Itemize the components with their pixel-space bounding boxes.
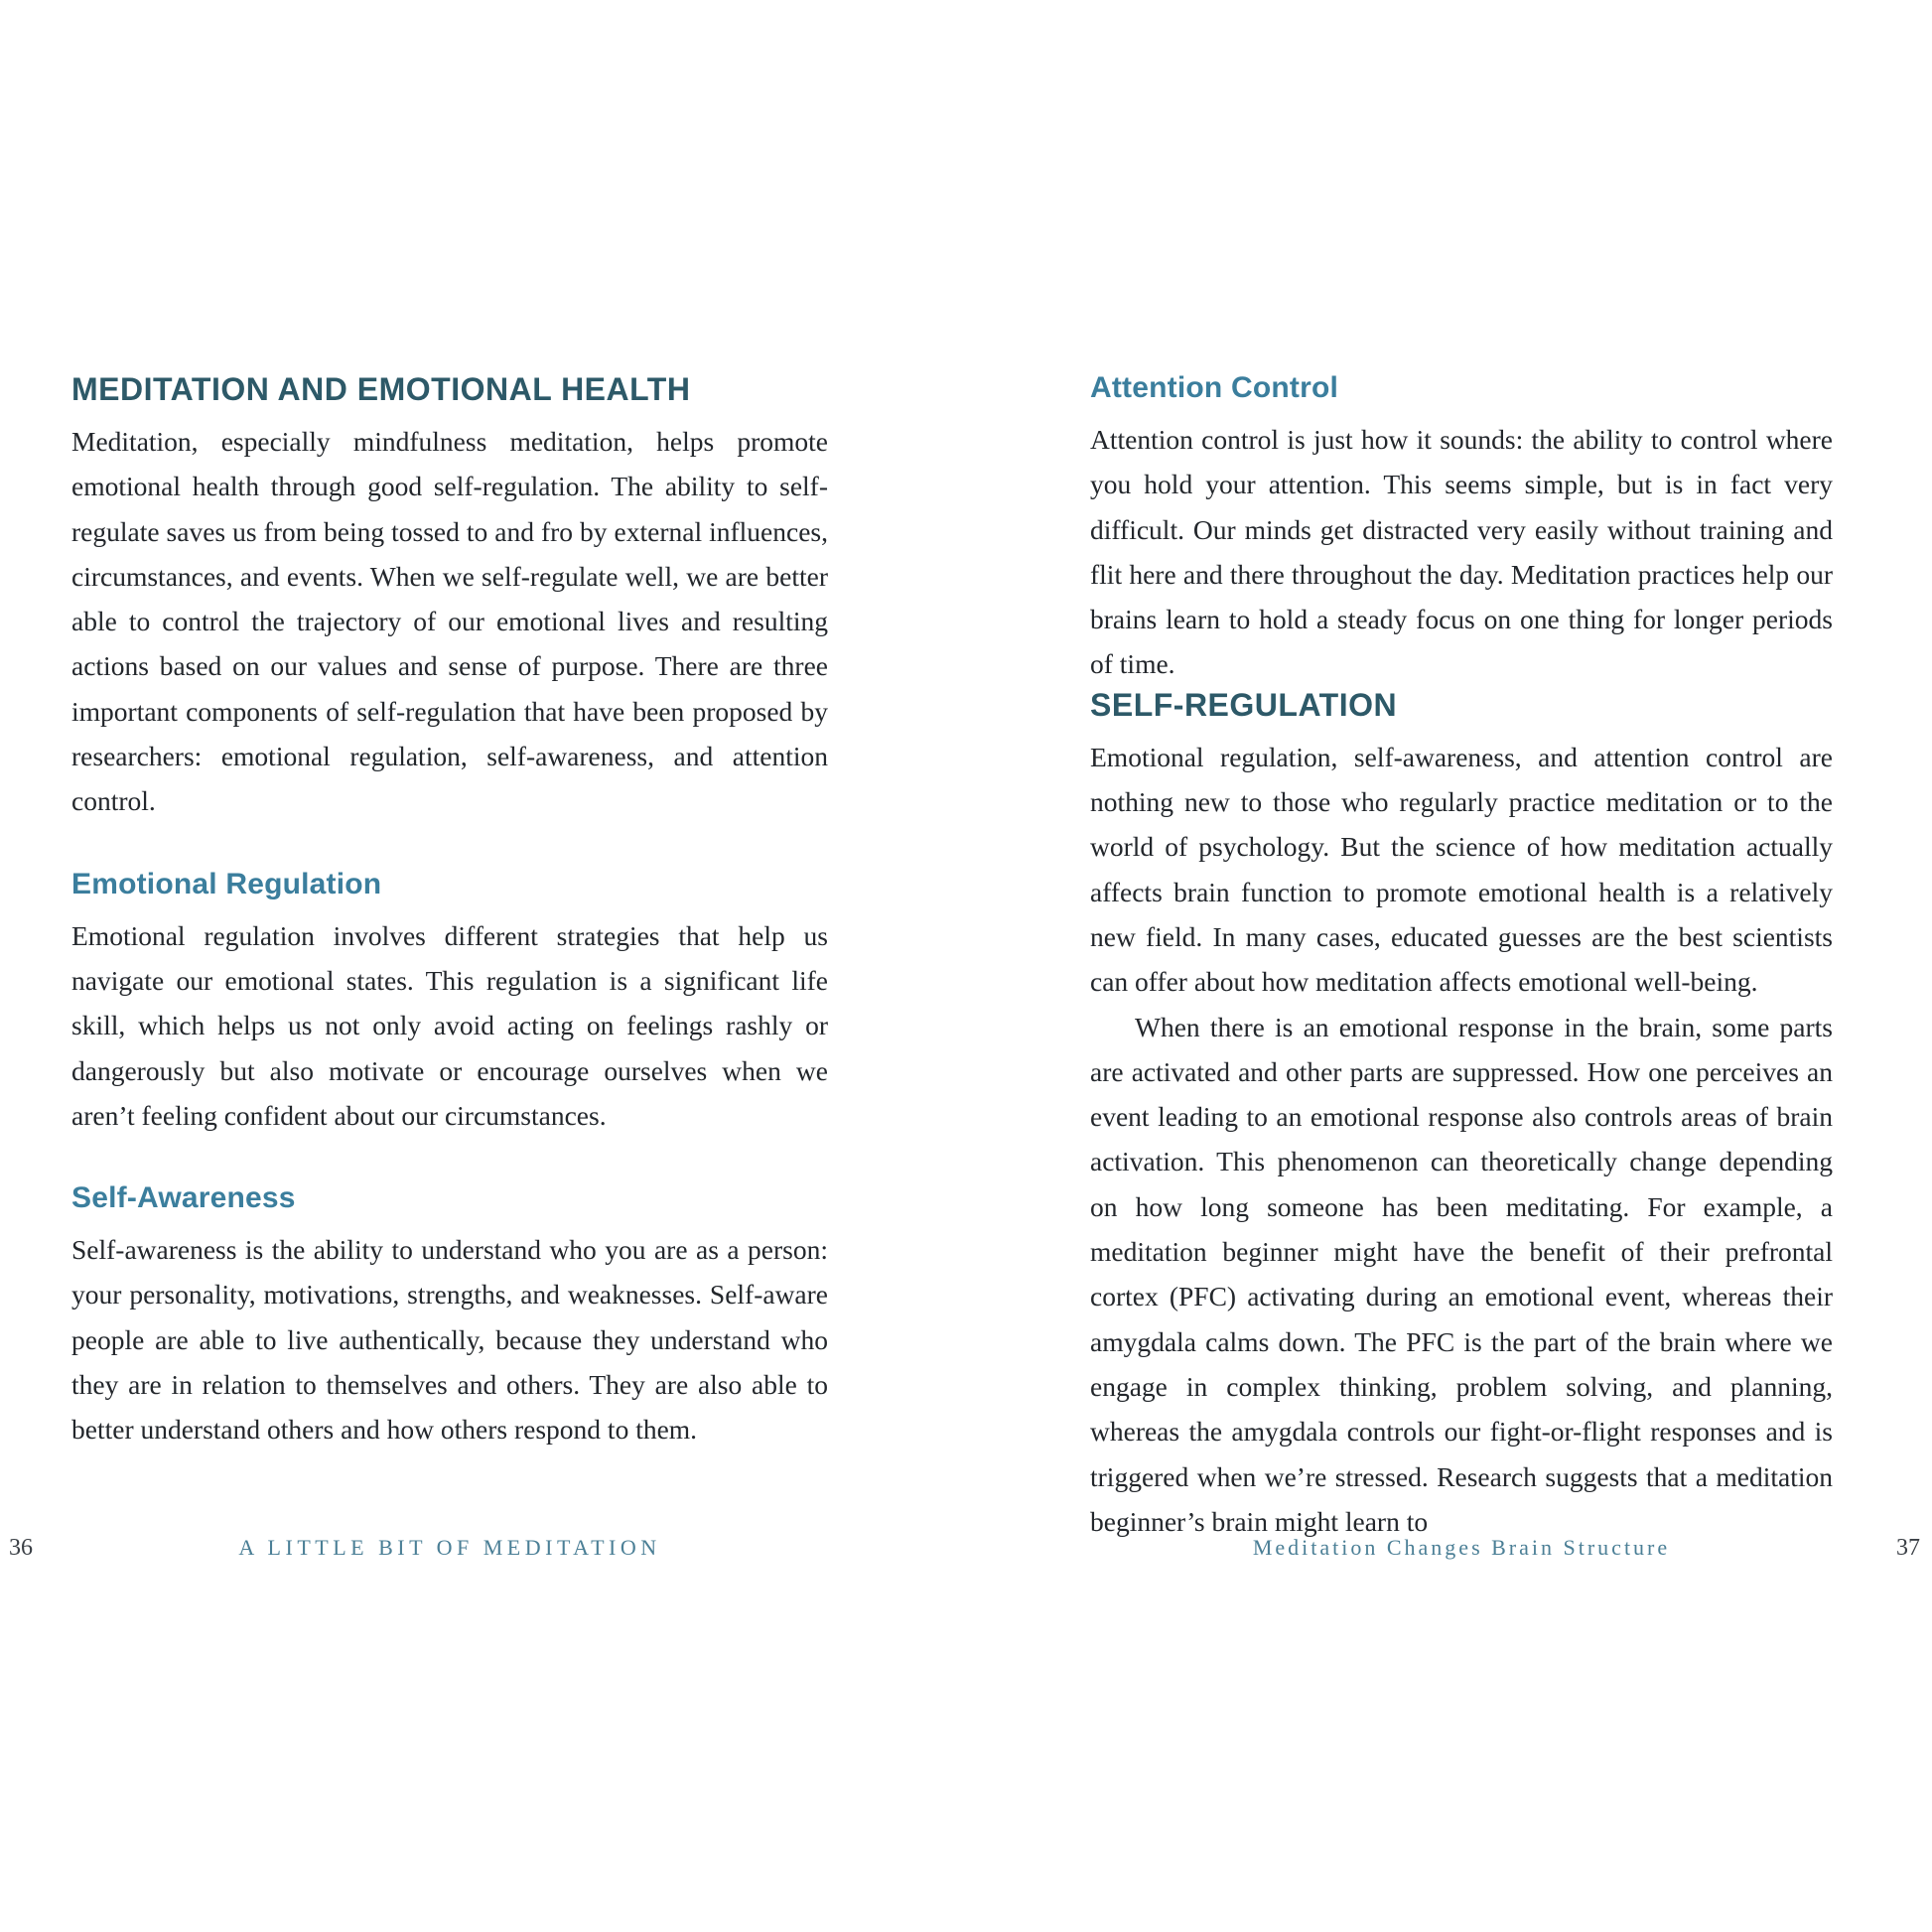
right-paragraph-self-regulation-1: Emotional regulation, self-awareness, and attention control are nothing new to those who regularly practice meditation or to the world of psychology. But the science of how meditation actually affects brain function to promote emotional health is a relatively new field. In many cases, educated guesses are the best scientists can offer about how meditation affects emotional well-being.: [1090, 741, 1833, 998]
right-page-number: 37: [1896, 1535, 1920, 1561]
left-running-head: A LITTLE BIT OF MEDITATION: [238, 1535, 661, 1560]
right-paragraph-self-regulation-2: When there is an emotional response in the brain, some parts are activated and other parts are suppressed. How one perceives an event leading to an emotional response also controls areas of brain activation. This phenomenon can theoretically change depending on how long someone has been meditating. For example, a meditation beginner might have the benefit of their prefrontal cortex (PFC) activating during an emotional event, whereas their amygdala calms down. The PFC is the part of the brain where we engage in complex thinking, problem solving, and planning, whereas the amygdala controls our fight-or-flight responses and is triggered when we’re stressed. Research suggests that a meditation beginner’s brain might learn to: [1090, 1011, 1833, 1537]
left-subheading-self-awareness: Self-Awareness: [71, 1181, 296, 1215]
left-chapter-heading: MEDITATION AND EMOTIONAL HEALTH: [71, 371, 691, 407]
right-paragraph-attention-control: Attention control is just how it sounds: the ability to control where you hold your attention. This seems simple, but is in fact very difficult. Our minds get distracted very easily without training and flit here and there throughout the day. Meditation practices help our brains learn to hold a steady focus on one thing for longer periods of time.: [1090, 424, 1833, 680]
left-page: [71, 371, 828, 1452]
left-intro-paragraph: Meditation, especially mindfulness meditation, helps promote emotional health through good self-regulation. The ability to self-regulate saves us from being tossed to and fro by external influences, circumstances, and events. When we self-regulate well, we are better able to control the trajectory of our emotional lives and resulting actions based on our values and sense of purpose. There are three important components of self-regulation that have been proposed by researchers: emotional regulation, self-awareness, and attention control.: [71, 426, 828, 817]
right-running-head: Meditation Changes Brain Structure: [1252, 1535, 1671, 1560]
left-page-number: 36: [9, 1535, 33, 1561]
right-chapter-heading-self-regulation: SELF-REGULATION: [1090, 686, 1398, 723]
left-subheading-emotional-regulation: Emotional Regulation: [71, 867, 382, 900]
left-paragraph-self-awareness: Self-awareness is the ability to understand who you are as a person: your personality, motivations, strengths, and weaknesses. Self-aware people are able to live authentically, because they understand who they are in relation to themselves and others. They are also able to better understand others and how others respond to them.: [71, 1234, 828, 1446]
left-paragraph-emotional-regulation: Emotional regulation involves different strategies that help us navigate our emotional states. This regulation is a significant life skill, which helps us not only avoid acting on feelings rashly or dangerously but also motivate or encourage ourselves when we aren’t feeling confident about our circumstances.: [71, 919, 828, 1131]
right-subheading-attention-control: Attention Control: [1090, 371, 1339, 404]
right-page: [1090, 371, 1833, 1544]
